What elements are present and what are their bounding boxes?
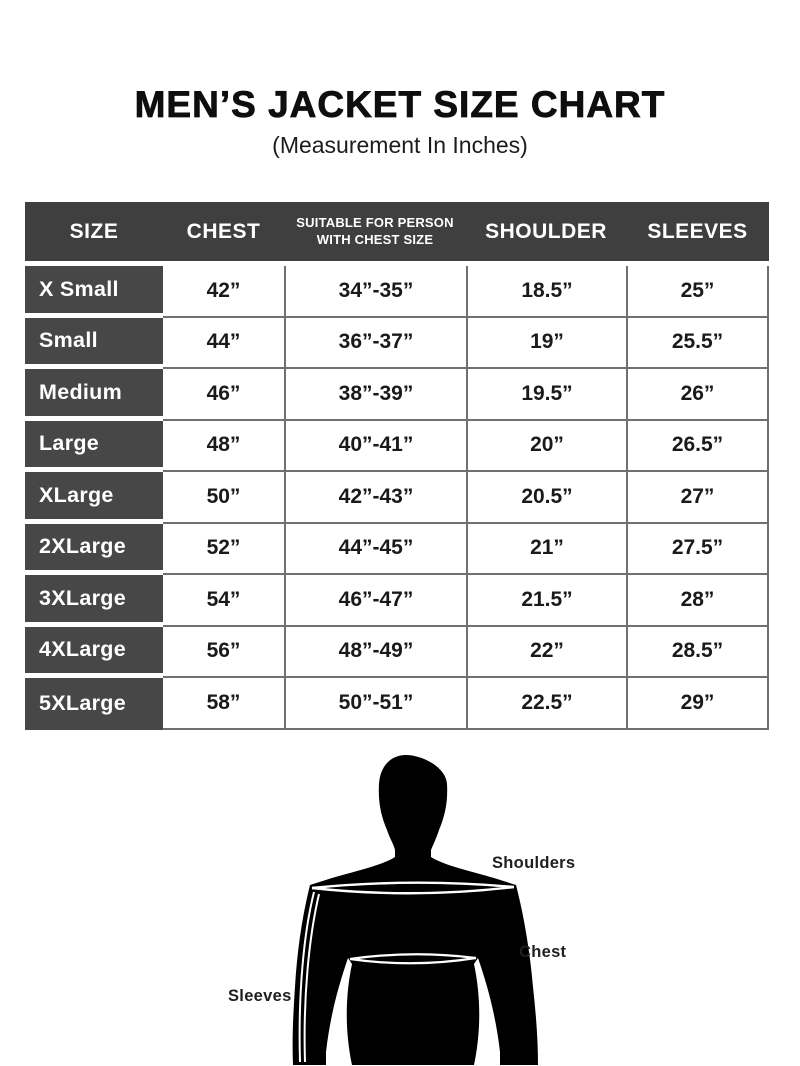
shoulder-cell: 22” bbox=[466, 627, 626, 679]
sleeves-cell: 29” bbox=[626, 678, 769, 730]
sleeves-cell: 28.5” bbox=[626, 627, 769, 679]
sleeves-label: Sleeves bbox=[228, 987, 292, 1005]
suitable-cell: 42”-43” bbox=[284, 472, 466, 524]
body-silhouette bbox=[288, 752, 558, 1066]
size-cell: XLarge bbox=[25, 472, 163, 524]
suitable-cell: 36”-37” bbox=[284, 318, 466, 370]
sleeves-cell: 27.5” bbox=[626, 524, 769, 576]
size-chart-table bbox=[25, 202, 769, 730]
size-cell: Small bbox=[25, 318, 163, 370]
size-cell: 5XLarge bbox=[25, 678, 163, 730]
table-row bbox=[25, 421, 769, 473]
table-row bbox=[25, 678, 769, 730]
table-row bbox=[25, 266, 769, 318]
table-row bbox=[25, 472, 769, 524]
suitable-cell: 44”-45” bbox=[284, 524, 466, 576]
suitable-cell: 46”-47” bbox=[284, 575, 466, 627]
sleeves-cell: 26” bbox=[626, 369, 769, 421]
shoulder-cell: 21.5” bbox=[466, 575, 626, 627]
body-shape bbox=[293, 755, 538, 1065]
shoulders-label: Shoulders bbox=[492, 854, 576, 872]
chest-cell: 54” bbox=[163, 575, 284, 627]
sleeves-cell: 27” bbox=[626, 472, 769, 524]
shoulder-cell: 22.5” bbox=[466, 678, 626, 730]
chest-cell: 44” bbox=[163, 318, 284, 370]
column-header-sleeves: SLEEVES bbox=[626, 202, 769, 266]
sleeves-cell: 25.5” bbox=[626, 318, 769, 370]
size-cell: Large bbox=[25, 421, 163, 473]
suitable-cell: 40”-41” bbox=[284, 421, 466, 473]
shoulder-cell: 20.5” bbox=[466, 472, 626, 524]
shoulder-cell: 21” bbox=[466, 524, 626, 576]
suitable-cell: 38”-39” bbox=[284, 369, 466, 421]
column-header-size: SIZE bbox=[25, 202, 163, 266]
column-header-shoulder: SHOULDER bbox=[466, 202, 626, 266]
column-header-suitable: SUITABLE FOR PERSON WITH CHEST SIZE bbox=[284, 202, 466, 266]
column-header-chest: CHEST bbox=[163, 202, 284, 266]
chest-cell: 50” bbox=[163, 472, 284, 524]
size-cell: 3XLarge bbox=[25, 575, 163, 627]
suitable-cell: 34”-35” bbox=[284, 266, 466, 318]
page-title: MEN’S JACKET SIZE CHART bbox=[134, 84, 666, 125]
suitable-cell: 48”-49” bbox=[284, 627, 466, 679]
sleeves-cell: 25” bbox=[626, 266, 769, 318]
suitable-cell: 50”-51” bbox=[284, 678, 466, 730]
shoulder-cell: 19” bbox=[466, 318, 626, 370]
shoulder-cell: 18.5” bbox=[466, 266, 626, 318]
chest-cell: 58” bbox=[163, 678, 284, 730]
shoulder-cell: 19.5” bbox=[466, 369, 626, 421]
size-cell: 4XLarge bbox=[25, 627, 163, 679]
chest-cell: 46” bbox=[163, 369, 284, 421]
table-header-row bbox=[25, 202, 769, 266]
chest-cell: 48” bbox=[163, 421, 284, 473]
size-cell: 2XLarge bbox=[25, 524, 163, 576]
sleeves-cell: 26.5” bbox=[626, 421, 769, 473]
shoulder-cell: 20” bbox=[466, 421, 626, 473]
size-cell: Medium bbox=[25, 369, 163, 421]
table-row bbox=[25, 318, 769, 370]
table-row bbox=[25, 524, 769, 576]
chest-cell: 52” bbox=[163, 524, 284, 576]
size-cell: X Small bbox=[25, 266, 163, 318]
table-row bbox=[25, 575, 769, 627]
chest-cell: 56” bbox=[163, 627, 284, 679]
sleeves-cell: 28” bbox=[626, 575, 769, 627]
page-subtitle: (Measurement In Inches) bbox=[272, 132, 528, 158]
chest-cell: 42” bbox=[163, 266, 284, 318]
chest-label: Chest bbox=[519, 943, 567, 961]
table-row bbox=[25, 369, 769, 421]
table-row bbox=[25, 627, 769, 679]
